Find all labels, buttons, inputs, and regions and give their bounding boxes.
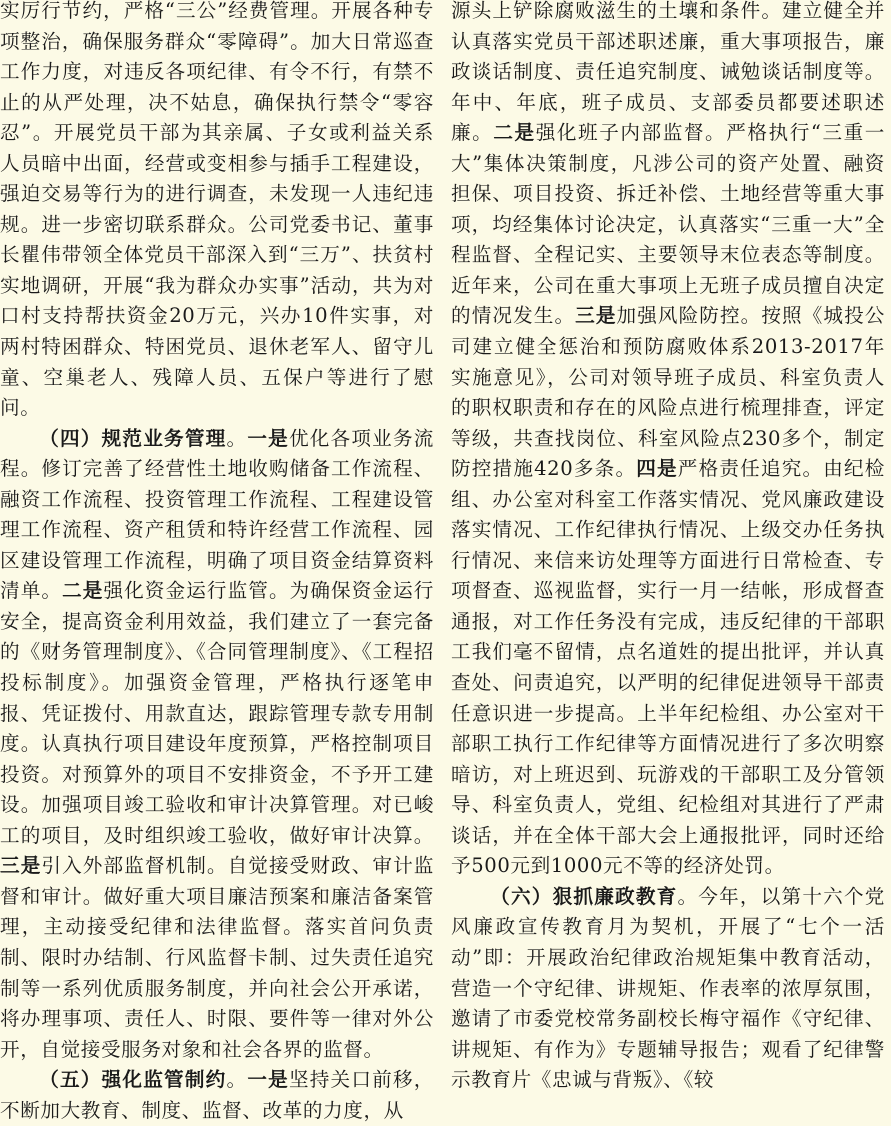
paragraph-section-6 <box>451 882 885 1096</box>
text-run: 强化班子内部监督。严格执行“三重一大”集体决策制度，凡涉公司的资产处置、融资担保、项目投资、拆迁补偿、土地经营等重大事项，均经集体讨论决定，认真落实“三重一大”全程监督、全程记实、主要领导末位表态等制度。近年来，公司在重大事项上无班子成员擅自决定的情况发生。 <box>451 121 886 328</box>
point-label: 三是 <box>575 304 617 328</box>
text-run: 加强风险防控。按照《城投公司建立健全惩治和预防腐败体系2013-2017年实施意见》，公司对领导班子成员、科室负责人的职权职责和存在的风险点进行梳理排查，评定等级，共查找岗位、科室风险点230多个，制定防控措施420多条。 <box>451 304 885 481</box>
text-run: 坚持关口前移，不断加大教育、制度、监督、改革的力度，从 <box>0 1068 434 1122</box>
text-run: 强化资金运行监管。为确保资金运行安全，提高资金利用效益，我们建立了一套完备的《财务管理制度》、《合同管理制度》、《工程招投标制度》。加强资金管理，严格执行逐笔申报、凭证拨付、用款直达，跟踪管理专款专用制度。认真执行项目建设年度预算，严格控制项目投资。对预算外的项目不安排资金，不予开工建设。加强项目竣工验收和审计决算管理。对已峻工的项目，及时组织竣工验收，做好审计决算。 <box>0 579 434 847</box>
paragraph-section-5-cont <box>451 0 885 882</box>
point-label: 二是 <box>493 121 536 145</box>
text-run: 。 <box>226 426 248 450</box>
point-label: 二是 <box>62 579 104 603</box>
section-heading: （五）强化监管制约 <box>39 1068 227 1092</box>
text-run: 引入外部监督机制。自觉接受财政、审计监督和审计。做好重大项目廉洁预案和廉洁备案管理，主动接受纪律和法律监督。落实首问负责制、限时办结制、行风监督卡制、过失责任追究制等一系列优质服务制度，并向社会公开承诺，将办理事项、责任人、时限、要件等一律对外公开，自觉接受服务对象和社会各界的监督。 <box>0 854 435 1061</box>
section-heading: （四）规范业务管理 <box>39 426 227 450</box>
paragraph-1 <box>0 0 434 424</box>
text-run: 优化各项业务流程。修订完善了经营性土地收购储备工作流程、融资工作流程、投资管理工作流程、工程建设管理工作流程、资产租赁和特许经营工作流程、园区建设管理工作流程，明确了项目资金结算资料清单。 <box>0 426 434 603</box>
right-column <box>451 0 885 1090</box>
paragraph-section-5 <box>0 1065 434 1126</box>
paragraph-section-4 <box>0 424 434 1065</box>
point-label: 三是 <box>0 854 42 878</box>
text-run: 实厉行节约，严格“三公”经费管理。开展各种专项整治，确保服务群众“零障碍”。加大日常巡查工作力度，对违反各项纪律、有令不行，有禁不止的从严处理，决不姑息，确保执行禁令“零容忍”。开展党员干部为其亲属、子女或利益关系人员暗中出面，经营或变相参与插手工程建设，强迫交易等行为的进行调查，未发现一人违纪违规。进一步密切联系群众。公司党委书记、董事长瞿伟带领全体党员干部深入到“三万”、扶贫村实地调研，开展“我为群众办实事”活动，共为对口村支持帮扶资金20万元，兴办10件实事，对两村特困群众、特困党员、退休老军人、留守儿童、空巢老人、残障人员、五保户等进行了慰问。 <box>0 0 434 420</box>
text-run: 严格责任追究。由纪检组、办公室对科室工作落实情况、党风廉政建设落实情况、工作纪律执行情况、上级交办任务执行情况、来信来访处理等方面进行日常检查、专项督查、巡视监督，实行一月一结帐，形成督查通报，对工作任务没有完成，违反纪律的干部职工我们毫不留情，点名道姓的提出批评，并认真查处、问责追究，以严明的纪律促进领导干部责任意识进一步提高。上半年纪检组、办公室对干部职工执行工作纪律等方面情况进行了多次明察暗访，对上班迟到、玩游戏的干部职工及分管领导、科室负责人，党组、纪检组对其进行了严肃谈话，并在全体干部大会上通报批评，同时还给予500元到1000元不等的经济处罚。 <box>451 457 885 878</box>
text-run: 。今年，以第十六个党风廉政宣传教育月为契机，开展了“七个一活动”即：开展政治纪律政治规矩集中教育活动，营造一个守纪律、讲规矩、作表率的浓厚氛围，邀请了市委党校常务副校长梅守福作《守纪律、讲规矩、有作为》专题辅导报告；观看了纪律警示教育片《忠诚与背叛》、《较 <box>451 884 885 1092</box>
point-label: 四是 <box>636 457 678 481</box>
text-run: 。 <box>226 1068 248 1092</box>
point-label: 一是 <box>247 1068 289 1092</box>
text-run: 源头上铲除腐败滋生的土壤和条件。建立健全并认真落实党员干部述职述廉，重大事项报告，廉政谈话制度、责任追究制度、诫勉谈话制度等。年中、年底，班子成员、支部委员都要述职述廉。 <box>451 0 885 145</box>
left-column <box>0 0 435 1122</box>
section-heading: （六）狠抓廉政教育 <box>490 884 678 908</box>
point-label: 一是 <box>247 426 289 450</box>
